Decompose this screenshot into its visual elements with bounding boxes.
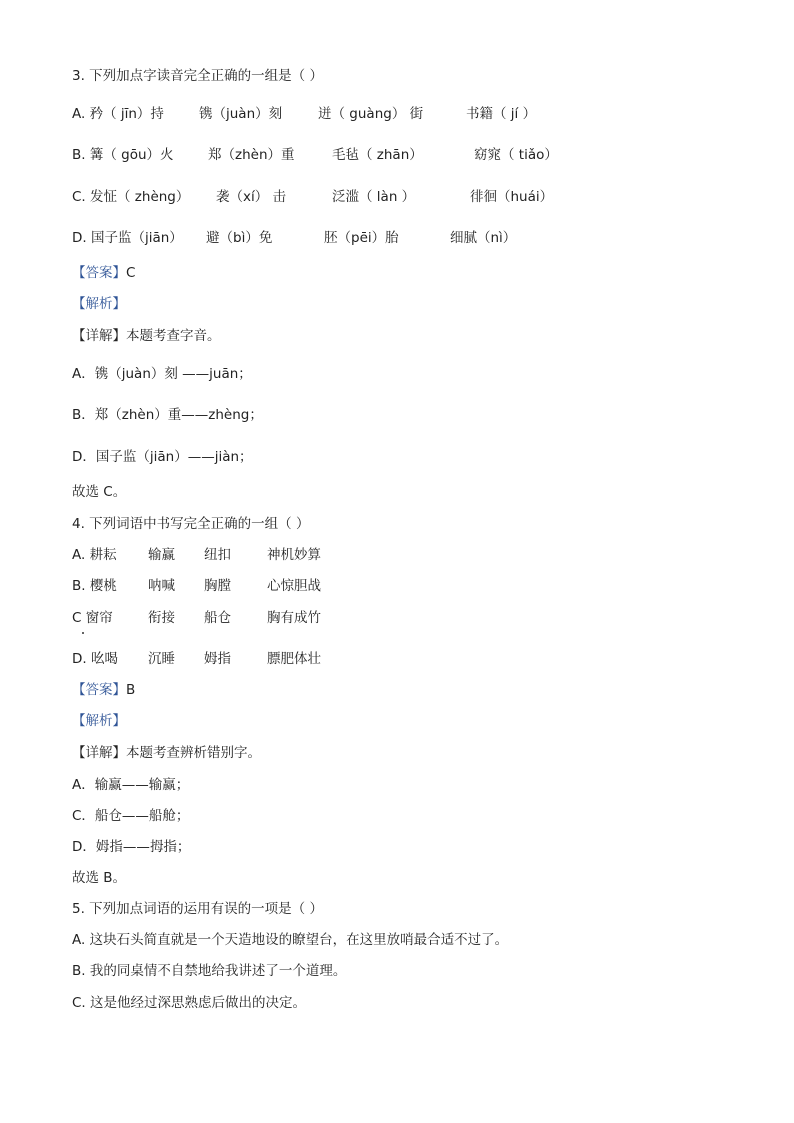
q5-option-b: B. 我的同桌情不自禁地给我讲述了一个道理。 (72, 963, 347, 979)
detail-text: 本题考查字音。 (126, 328, 221, 344)
q4-a-item-4: 神机妙算 (267, 547, 321, 563)
q3-d-item-4: 细腻（nì） (450, 230, 517, 246)
q3-analysis-tag (72, 295, 126, 313)
q4-question: 4. 下列词语中书写完全正确的一组（ ） (72, 516, 310, 532)
q4-c-item-3: 船仓 (204, 610, 231, 626)
q3-question: 3. 下列加点字读音完全正确的一组是（ ） (72, 68, 323, 84)
q5-question: 5. 下列加点词语的运用有误的一项是（ ） (72, 901, 323, 917)
q4-note-d: D．姆指——拇指； (72, 839, 191, 855)
q4-d-item-3: 姆指 (204, 651, 231, 667)
q3-c-item-4: 徘徊（huái） (470, 189, 554, 205)
q4-note-c: C．船仓——船舱； (72, 808, 190, 824)
q4-note-a: A．输赢——输赢； (72, 777, 190, 793)
q4-detail (72, 744, 261, 762)
q3-a-item-3: 迸（ guàng） 街 (318, 106, 424, 122)
q5-option-a: A. 这块石头简直就是一个天造地设的瞭望台，在这里放哨最合适不过了。 (72, 932, 509, 948)
q4-b-item-1: B. 樱桃 (72, 578, 117, 594)
q4-b-item-4: 心惊胆战 (267, 578, 321, 594)
q4-answer (72, 681, 135, 699)
answer-tag: 【答案】 (72, 682, 126, 698)
analysis-tag: 【解析】 (72, 713, 126, 729)
q3-b-item-4: 窈窕（ tiǎo） (474, 147, 558, 163)
q3-b-item-3: 毛毡（ zhān） (332, 147, 423, 163)
q3-a-item-4: 书籍（ jí ） (466, 106, 537, 122)
q3-c-item-2: 袭（xí） 击 (216, 189, 287, 205)
q4-c-item-4: 胸有成竹 (267, 610, 321, 626)
q3-note-d: D．国子监（jiān）——jiàn； (72, 449, 253, 465)
detail-tag: 【详解】 (72, 328, 126, 344)
q3-detail (72, 327, 221, 345)
q4-d-item-1: D. 吆喝 (72, 651, 118, 667)
q4-d-item-2: 沉睡 (148, 651, 175, 667)
q3-d-item-1: D. 国子监（jiān） (72, 230, 183, 246)
q3-a-item-1: A. 矜（ jīn）持 (72, 106, 164, 122)
q3-a-item-2: 镌（juàn）刻 (199, 106, 283, 122)
q3-c-item-1: C. 发怔（ zhèng） (72, 189, 190, 205)
q3-c-item-3: 泛滥（ làn ） (332, 189, 416, 205)
q4-b-item-2: 呐喊 (148, 578, 175, 594)
analysis-tag: 【解析】 (72, 296, 126, 312)
q3-b-item-1: B. 篝（ gōu）火 (72, 147, 174, 163)
q3-d-item-2: 避（bì）免 (206, 230, 273, 246)
detail-tag: 【详解】 (72, 745, 126, 761)
q5-option-c: C. 这是他经过深思熟虑后做出的决定。 (72, 995, 307, 1011)
stray-mark (82, 632, 84, 634)
answer-value: C (126, 265, 136, 281)
answer-value: B (126, 682, 136, 698)
q4-a-item-2: 输赢 (148, 547, 175, 563)
q3-note-a: A．镌（juàn）刻 ——juān； (72, 366, 252, 382)
q4-c-item-1: C 窗帘 (72, 610, 113, 626)
q3-note-b: B．郑（zhèn）重——zhèng； (72, 407, 263, 423)
q4-a-item-3: 纽扣 (204, 547, 231, 563)
q4-analysis-tag (72, 712, 126, 730)
detail-text: 本题考查辨析错别字。 (126, 745, 261, 761)
q4-b-item-3: 胸膛 (204, 578, 231, 594)
q4-a-item-1: A. 耕耘 (72, 547, 117, 563)
answer-tag: 【答案】 (72, 265, 126, 281)
q3-conclusion: 故选 C。 (72, 484, 127, 500)
q4-c-item-2: 衔接 (148, 610, 175, 626)
q3-d-item-3: 胚（pēi）胎 (324, 230, 399, 246)
q4-conclusion: 故选 B。 (72, 870, 127, 886)
q3-b-item-2: 郑（zhèn）重 (208, 147, 295, 163)
q4-d-item-4: 膘肥体壮 (267, 651, 321, 667)
q3-answer (72, 264, 135, 282)
